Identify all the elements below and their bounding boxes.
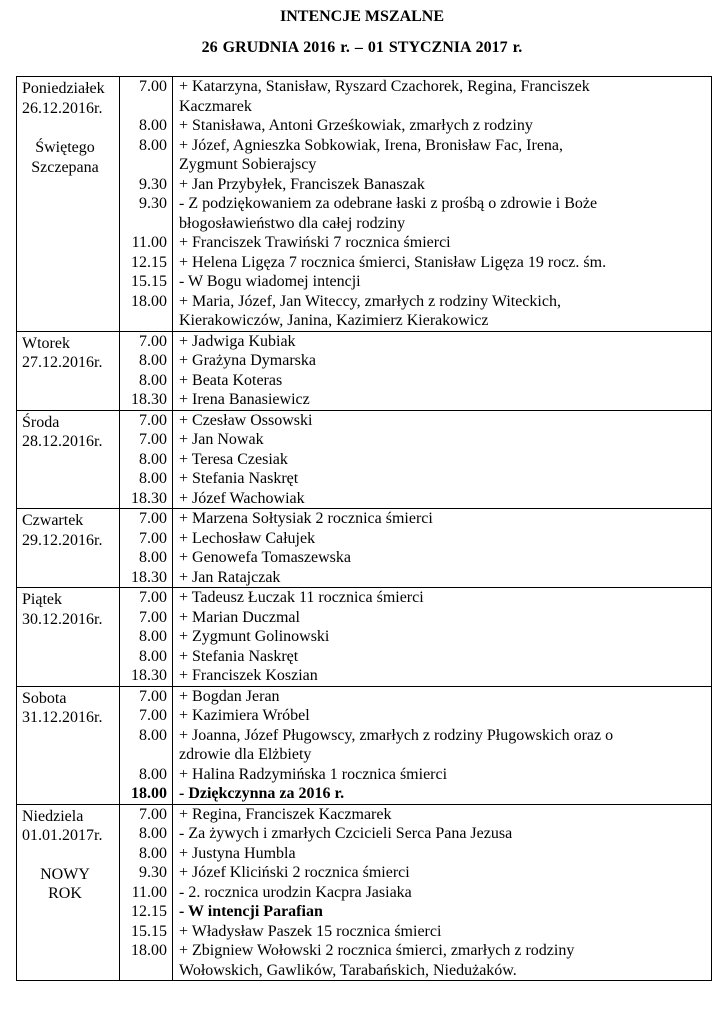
page-subtitle: 26 GRUDNIA 2016 r. – 01 STYCZNIA 2017 r. (201, 39, 523, 56)
mass-intention: + Joanna, Józef Pługowscy, zmarłych z rodziny Pługowskich oraz o (179, 726, 614, 744)
mass-time: 7.00 (139, 332, 167, 350)
feast-line: NOWY (40, 865, 90, 883)
time-column (120, 77, 173, 332)
mass-intention: + Marian Duczmal (179, 608, 300, 626)
feast-label (17, 846, 113, 904)
mass-time: 11.00 (131, 883, 167, 901)
mass-time: 8.00 (139, 844, 167, 862)
mass-intention: + Justyna Humbla (179, 844, 296, 862)
mass-time: 8.00 (139, 352, 167, 369)
feast-label (17, 118, 113, 177)
mass-intention: + Czesław Ossowski (179, 411, 313, 429)
mass-time: 7.00 (139, 78, 167, 95)
mass-time (120, 961, 172, 981)
mass-intention: + Franciszek Trawiński 7 rocznica śmierci (179, 234, 451, 251)
day-name: Sobota (22, 689, 67, 707)
mass-time: 8.00 (139, 765, 167, 783)
mass-intention: + Józef Kliciński 2 rocznica śmierci (179, 864, 410, 881)
mass-intention: - Z podziękowaniem za odebrane łaski z prośbą o zdrowie i Boże (179, 195, 598, 212)
mass-time: 8.00 (139, 549, 167, 566)
day-name: Piątek (22, 591, 62, 608)
mass-time: 15.15 (131, 273, 167, 290)
feast-line: Szczepana (31, 158, 99, 176)
day-cell (17, 77, 120, 332)
mass-time: 8.00 (139, 647, 167, 665)
mass-time: 9.30 (139, 175, 167, 193)
mass-intention: + Halina Radzymińska 1 rocznica śmierci (179, 765, 448, 783)
time-column (120, 509, 173, 588)
mass-time (120, 97, 172, 117)
mass-time: 8.00 (139, 371, 167, 389)
mass-time: 7.00 (139, 687, 167, 705)
mass-intention: + Helena Ligęza 7 rocznica śmierci, Stanisław Ligęza 19 rocz. śm. (179, 253, 607, 271)
mass-time: 18.30 (131, 489, 167, 507)
mass-intention: - Za żywych i zmarłych Czcicieli Serca Pana Jezusa (179, 825, 513, 842)
day-row (17, 686, 712, 804)
intention-column (173, 588, 712, 687)
mass-time (120, 214, 172, 234)
feast-line: ROK (48, 885, 82, 902)
intention-column (173, 804, 712, 981)
mass-time: 18.00 (131, 942, 167, 959)
mass-intention: - Dziękczynna za 2016 r. (179, 785, 345, 802)
mass-intention: + Irena Banasiewicz (179, 391, 310, 408)
mass-intention: + Stefania Naskręt (179, 470, 299, 487)
mass-intention: - W intencji Parafian (179, 903, 323, 920)
day-name: Wtorek (22, 334, 70, 352)
feast-line: Świętego (35, 139, 95, 156)
mass-intention: + Teresa Czesiak (179, 450, 288, 468)
mass-intention: + Katarzyna, Stanisław, Ryszard Czachorek, Regina, Franciszek (179, 78, 590, 95)
day-date: 30.12.2016r. (22, 610, 103, 628)
mass-time: 8.00 (139, 136, 167, 154)
mass-intention: + Lechosław Całujek (179, 529, 316, 547)
mass-intention: + Marzena Sołtysiak 2 rocznica śmierci (179, 510, 433, 527)
intention-column (173, 77, 712, 332)
mass-intention: - 2. rocznica urodzin Kacpra Jasiaka (179, 883, 412, 901)
mass-time: 11.00 (131, 234, 167, 251)
day-date: 28.12.2016r. (22, 433, 103, 450)
day-name: Środa (22, 413, 60, 431)
day-name: Czwartek (22, 512, 84, 529)
mass-time: 9.30 (139, 864, 167, 881)
mass-intention: + Zbigniew Wołowski 2 rocznica śmierci, zmarłych z rodziny (179, 942, 575, 959)
time-column (120, 804, 173, 981)
mass-intention: Wołowskich, Gawlików, Tarabańskich, Niedużaków. (179, 961, 517, 979)
day-cell (17, 804, 120, 981)
mass-intention: błogosławieństwo dla całej rodziny (179, 214, 406, 232)
mass-time (120, 311, 172, 331)
mass-intention: + Kazimiera Wróbel (179, 707, 310, 724)
mass-time: 18.30 (131, 667, 167, 684)
day-row (17, 410, 712, 509)
mass-time: 7.00 (139, 608, 167, 626)
mass-time: 8.00 (139, 470, 167, 487)
mass-intention: + Józef Wachowiak (179, 489, 305, 507)
mass-time: 7.00 (139, 529, 167, 547)
mass-intention: + Zygmunt Golinowski (179, 628, 330, 645)
mass-time: 8.00 (139, 825, 167, 842)
mass-intention: + Bogdan Jeran (179, 687, 280, 705)
day-cell (17, 686, 120, 804)
mass-intention: + Władysław Paszek 15 rocznica śmierci (179, 922, 442, 940)
mass-time: 12.15 (131, 903, 167, 920)
day-cell (17, 588, 120, 687)
time-column (120, 588, 173, 687)
mass-time: 8.00 (139, 450, 167, 468)
intention-column (173, 509, 712, 588)
mass-intention: + Stefania Naskręt (179, 647, 299, 665)
mass-time: 7.00 (139, 431, 167, 448)
time-column (120, 410, 173, 509)
mass-time: 18.30 (131, 568, 167, 586)
day-row (17, 509, 712, 588)
day-date: 31.12.2016r. (22, 709, 103, 726)
mass-intention: + Beata Koteras (179, 371, 283, 389)
day-row (17, 588, 712, 687)
day-cell (17, 331, 120, 410)
intention-column (173, 331, 712, 410)
mass-intention: + Maria, Józef, Jan Witeccy, zmarłych z rodziny Witeckich, (179, 292, 561, 310)
mass-intention: zdrowie dla Elżbiety (179, 746, 312, 763)
page-title: INTENCJE MSZALNE (279, 8, 445, 25)
mass-time: 7.00 (139, 805, 167, 823)
day-date: 29.12.2016r. (22, 531, 103, 549)
day-date: 01.01.2017r. (22, 827, 103, 844)
time-column (120, 331, 173, 410)
mass-intention: + Józef, Agnieszka Sobkowiak, Irena, Bronisław Fac, Irena, (179, 136, 564, 154)
day-cell (17, 410, 120, 509)
day-row (17, 77, 712, 332)
day-row (17, 331, 712, 410)
mass-intention: + Jan Ratajczak (179, 568, 281, 586)
mass-intention: + Tadeusz Łuczak 11 rocznica śmierci (179, 589, 424, 606)
day-date: 26.12.2016r. (22, 99, 103, 117)
mass-intentions-table (16, 76, 712, 981)
mass-time: 18.00 (131, 785, 167, 802)
mass-intention: + Jadwiga Kubiak (179, 332, 296, 350)
mass-time: 8.00 (139, 628, 167, 645)
mass-intention: + Jan Przybyłek, Franciszek Banaszak (179, 175, 425, 193)
day-name: Niedziela (22, 807, 84, 825)
mass-intention: + Regina, Franciszek Kaczmarek (179, 805, 392, 823)
mass-time: 7.00 (139, 411, 167, 429)
mass-intention: Zygmunt Sobierajscy (179, 156, 317, 173)
mass-intention: Kierakowiczów, Janina, Kazimierz Kierakowicz (179, 312, 489, 329)
mass-time: 7.00 (139, 510, 167, 527)
mass-intention: - W Bogu wiadomej intencji (179, 273, 361, 290)
intention-column (173, 686, 712, 804)
mass-intention: Kaczmarek (179, 97, 252, 115)
day-name: Poniedziałek (22, 80, 105, 97)
mass-time (120, 745, 172, 765)
day-date: 27.12.2016r. (22, 354, 103, 371)
mass-time: 7.00 (139, 589, 167, 606)
day-cell (17, 509, 120, 588)
mass-time (120, 155, 172, 175)
mass-intention: + Franciszek Koszian (179, 667, 318, 684)
intention-column (173, 410, 712, 509)
mass-time: 12.15 (131, 253, 167, 271)
time-column (120, 686, 173, 804)
day-row (17, 804, 712, 981)
mass-time: 15.15 (131, 922, 167, 940)
mass-time: 18.30 (131, 391, 167, 408)
mass-intention: + Grażyna Dymarska (179, 352, 316, 369)
mass-time: 9.30 (139, 195, 167, 212)
mass-intention: + Stanisława, Antoni Grześkowiak, zmarłych z rodziny (179, 117, 533, 134)
mass-time: 8.00 (139, 726, 167, 744)
mass-time: 7.00 (139, 707, 167, 724)
mass-intention: + Genowefa Tomaszewska (179, 549, 351, 566)
mass-time: 8.00 (139, 117, 167, 134)
mass-intention: + Jan Nowak (179, 431, 264, 448)
mass-time: 18.00 (131, 292, 167, 310)
